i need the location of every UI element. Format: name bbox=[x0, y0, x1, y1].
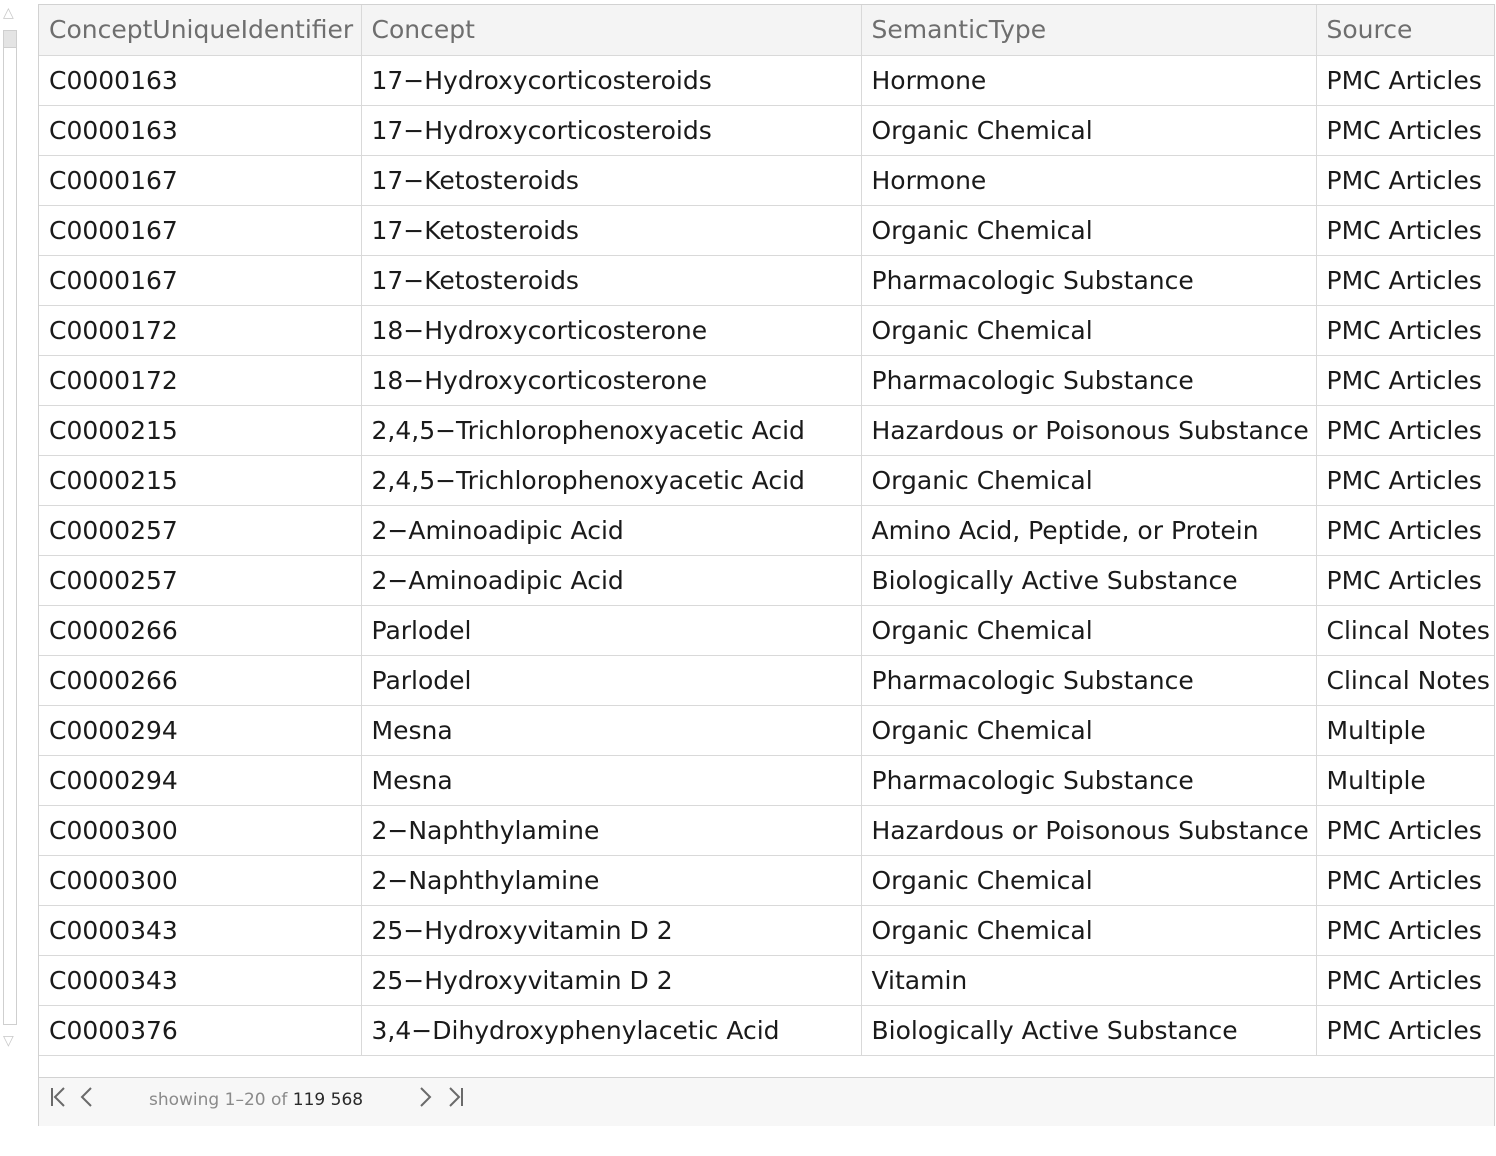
table-cell: 25−Hydroxyvitamin D 2 bbox=[361, 905, 861, 955]
vertical-scrollbar[interactable] bbox=[0, 0, 22, 1060]
table-cell: Organic Chemical bbox=[861, 305, 1316, 355]
table-cell: 25−Hydroxyvitamin D 2 bbox=[361, 955, 861, 1005]
column-header[interactable]: Concept bbox=[361, 5, 861, 55]
table-row[interactable] bbox=[39, 155, 1494, 205]
table-cell: PMC Articles bbox=[1316, 455, 1494, 505]
table-row[interactable] bbox=[39, 255, 1494, 305]
table-cell: C0000167 bbox=[39, 205, 361, 255]
table-cell: C0000215 bbox=[39, 405, 361, 455]
table-cell: 3,4−Dihydroxyphenylacetic Acid bbox=[361, 1005, 861, 1055]
table-cell: Parlodel bbox=[361, 605, 861, 655]
table-cell: Organic Chemical bbox=[861, 455, 1316, 505]
table-cell: C0000172 bbox=[39, 305, 361, 355]
table-cell: 2−Naphthylamine bbox=[361, 855, 861, 905]
scrollbar-track[interactable] bbox=[3, 30, 17, 1025]
table-cell: C0000257 bbox=[39, 505, 361, 555]
table-row[interactable] bbox=[39, 555, 1494, 605]
table-cell: C0000294 bbox=[39, 755, 361, 805]
table-cell: 2−Naphthylamine bbox=[361, 805, 861, 855]
table-row[interactable] bbox=[39, 1005, 1494, 1055]
table-cell: C0000376 bbox=[39, 1005, 361, 1055]
table-cell: C0000172 bbox=[39, 355, 361, 405]
table-cell: Mesna bbox=[361, 755, 861, 805]
table-cell: Hazardous or Poisonous Substance bbox=[861, 405, 1316, 455]
table-cell: C0000257 bbox=[39, 555, 361, 605]
table-cell: 2−Aminoadipic Acid bbox=[361, 505, 861, 555]
scrollbar-thumb[interactable] bbox=[4, 31, 16, 48]
table-row[interactable] bbox=[39, 305, 1494, 355]
table-cell: Organic Chemical bbox=[861, 905, 1316, 955]
table-row[interactable] bbox=[39, 905, 1494, 955]
table-cell: 18−Hydroxycorticosterone bbox=[361, 355, 861, 405]
table-row[interactable] bbox=[39, 105, 1494, 155]
showing-label: showing 1–20 of bbox=[149, 1090, 288, 1110]
scroll-up-icon[interactable]: △ bbox=[3, 5, 14, 21]
table-cell: C0000167 bbox=[39, 255, 361, 305]
table-cell: 17−Ketosteroids bbox=[361, 155, 861, 205]
table-cell: C0000294 bbox=[39, 705, 361, 755]
table-row[interactable] bbox=[39, 505, 1494, 555]
table-cell: PMC Articles bbox=[1316, 505, 1494, 555]
table-cell: Pharmacologic Substance bbox=[861, 255, 1316, 305]
table-cell: PMC Articles bbox=[1316, 55, 1494, 105]
table-cell: PMC Articles bbox=[1316, 105, 1494, 155]
table-cell: Biologically Active Substance bbox=[861, 555, 1316, 605]
next-page-icon[interactable] bbox=[419, 1086, 433, 1114]
table-cell: 2−Aminoadipic Acid bbox=[361, 555, 861, 605]
last-page-icon[interactable] bbox=[447, 1086, 465, 1114]
header-row bbox=[39, 5, 1494, 55]
column-header[interactable]: Source bbox=[1316, 5, 1494, 55]
table-cell: Hazardous or Poisonous Substance bbox=[861, 805, 1316, 855]
table-cell: 17−Ketosteroids bbox=[361, 205, 861, 255]
scroll-down-icon[interactable]: ▽ bbox=[3, 1033, 14, 1049]
table-cell: Hormone bbox=[861, 55, 1316, 105]
table-row[interactable] bbox=[39, 405, 1494, 455]
table-cell: Multiple bbox=[1316, 705, 1494, 755]
table-cell: PMC Articles bbox=[1316, 905, 1494, 955]
table-row[interactable] bbox=[39, 955, 1494, 1005]
table-cell: C0000163 bbox=[39, 105, 361, 155]
table-cell: C0000300 bbox=[39, 805, 361, 855]
table-cell: 2,4,5−Trichlorophenoxyacetic Acid bbox=[361, 405, 861, 455]
table-cell: PMC Articles bbox=[1316, 205, 1494, 255]
table-cell: PMC Articles bbox=[1316, 155, 1494, 205]
table-cell: C0000300 bbox=[39, 855, 361, 905]
table-cell: C0000266 bbox=[39, 655, 361, 705]
total-count: 119 568 bbox=[292, 1090, 364, 1110]
table-row[interactable] bbox=[39, 55, 1494, 105]
table-cell: C0000163 bbox=[39, 55, 361, 105]
table-row[interactable] bbox=[39, 605, 1494, 655]
pagination-bar bbox=[39, 1077, 1494, 1126]
concept-table bbox=[39, 5, 1494, 1056]
table-row[interactable] bbox=[39, 355, 1494, 405]
column-header[interactable]: SemanticType bbox=[861, 5, 1316, 55]
data-grid bbox=[38, 4, 1495, 1126]
table-cell: PMC Articles bbox=[1316, 955, 1494, 1005]
table-cell: Organic Chemical bbox=[861, 605, 1316, 655]
table-cell: Biologically Active Substance bbox=[861, 1005, 1316, 1055]
table-cell: PMC Articles bbox=[1316, 405, 1494, 455]
table-cell: Organic Chemical bbox=[861, 705, 1316, 755]
table-cell: C0000343 bbox=[39, 905, 361, 955]
table-cell: PMC Articles bbox=[1316, 355, 1494, 405]
table-cell: 17−Hydroxycorticosteroids bbox=[361, 55, 861, 105]
table-cell: 18−Hydroxycorticosterone bbox=[361, 305, 861, 355]
table-cell: 2,4,5−Trichlorophenoxyacetic Acid bbox=[361, 455, 861, 505]
table-cell: C0000167 bbox=[39, 155, 361, 205]
table-cell: C0000215 bbox=[39, 455, 361, 505]
table-cell: C0000343 bbox=[39, 955, 361, 1005]
previous-page-icon[interactable] bbox=[79, 1086, 93, 1114]
table-cell: Pharmacologic Substance bbox=[861, 755, 1316, 805]
table-row[interactable] bbox=[39, 705, 1494, 755]
table-row[interactable] bbox=[39, 755, 1494, 805]
table-cell: PMC Articles bbox=[1316, 805, 1494, 855]
table-cell: Clincal Notes bbox=[1316, 605, 1494, 655]
table-cell: Clincal Notes bbox=[1316, 655, 1494, 705]
table-cell: PMC Articles bbox=[1316, 1005, 1494, 1055]
first-page-icon[interactable] bbox=[49, 1086, 67, 1114]
table-cell: Hormone bbox=[861, 155, 1316, 205]
table-row[interactable] bbox=[39, 805, 1494, 855]
table-cell: Organic Chemical bbox=[861, 205, 1316, 255]
table-cell: 17−Hydroxycorticosteroids bbox=[361, 105, 861, 155]
table-cell: Parlodel bbox=[361, 655, 861, 705]
table-row[interactable] bbox=[39, 205, 1494, 255]
table-cell: Amino Acid, Peptide, or Protein bbox=[861, 505, 1316, 555]
column-header[interactable]: ConceptUniqueIdentifier bbox=[39, 5, 361, 55]
table-cell: Pharmacologic Substance bbox=[861, 355, 1316, 405]
table-cell: Vitamin bbox=[861, 955, 1316, 1005]
table-cell: PMC Articles bbox=[1316, 305, 1494, 355]
table-row[interactable] bbox=[39, 655, 1494, 705]
table-cell: PMC Articles bbox=[1316, 255, 1494, 305]
table-cell: 17−Ketosteroids bbox=[361, 255, 861, 305]
pagination-status bbox=[149, 1090, 363, 1110]
table-cell: Organic Chemical bbox=[861, 105, 1316, 155]
table-row[interactable] bbox=[39, 455, 1494, 505]
table-cell: C0000266 bbox=[39, 605, 361, 655]
table-cell: PMC Articles bbox=[1316, 555, 1494, 605]
table-row[interactable] bbox=[39, 855, 1494, 905]
table-cell: Organic Chemical bbox=[861, 855, 1316, 905]
table-cell: Multiple bbox=[1316, 755, 1494, 805]
table-cell: Mesna bbox=[361, 705, 861, 755]
table-cell: PMC Articles bbox=[1316, 855, 1494, 905]
table-cell: Pharmacologic Substance bbox=[861, 655, 1316, 705]
